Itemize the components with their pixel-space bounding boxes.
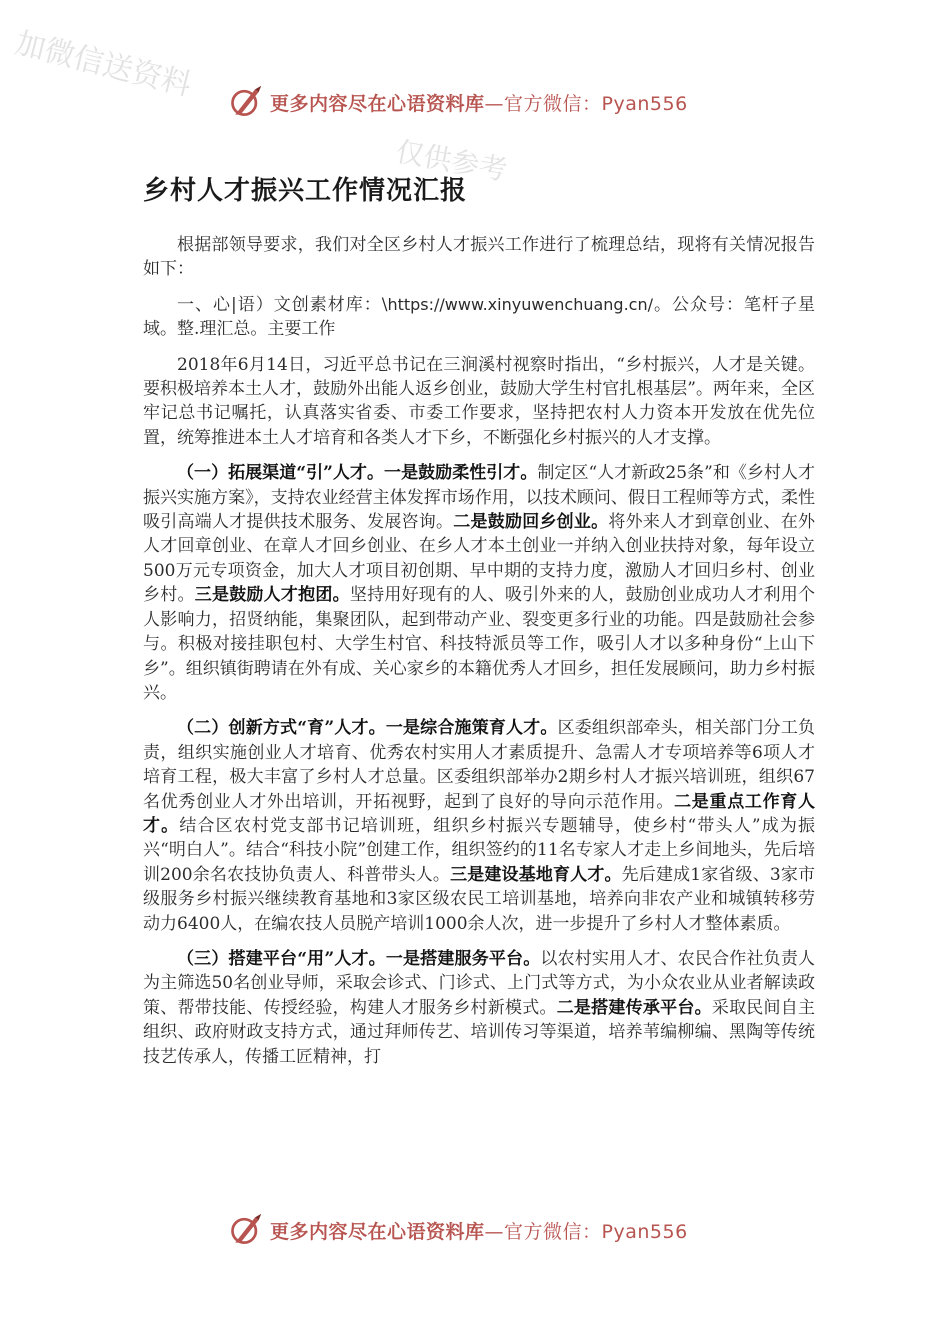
footer-banner <box>228 1210 748 1250</box>
watermark-text: 仅供参考 <box>393 134 510 187</box>
bold-lead-text: 二是鼓励回乡创业。 <box>453 512 609 533</box>
bold-lead-text: （二）创新方式“育”人才。一是综合施策育人才。 <box>177 718 558 739</box>
paragraph-attract-talent <box>143 461 815 705</box>
body-text: 先后建成1家省级、3家市级服务乡村振兴继续教育基地和3家区级农民工培训基地，培养向非农产业和城镇转移劳动力6400人，在编农技人员脱产培训1000余人次，进一步提升了乡村人才整体素质。 <box>143 864 815 934</box>
bold-lead-text: 三是鼓励人才抱团。 <box>194 585 350 606</box>
resource-link[interactable]: https://www.xinyuwenchuang.cn/ <box>387 294 653 314</box>
paragraph-background: 2018年6月14日，习近平总书记在三涧溪村视察时指出，“乡村振兴，人才是关键。要积极培养本土人才，鼓励外出能人返乡创业，鼓励大学生村官扎根基层”。两年来，全区牢记总书记嘱托，认真落实省委、市委工作要求，坚持把农村人力资本开发放在优先位置，统筹推进本土人才培育和各类人才下乡，不断强化乡村振兴的人才支撑。 <box>143 354 815 448</box>
banner-text: 更多内容尽在心语资料库—官方微信：Pyan556 <box>270 92 688 115</box>
intro-paragraph: 根据部领导要求，我们对全区乡村人才振兴工作进行了梳理总结，现将有关情况报告如下： <box>143 235 815 280</box>
quill-logo-icon <box>228 1212 264 1248</box>
bold-lead-text: 二是重点工作育人才。 <box>143 791 816 836</box>
document-title: 乡村人才振兴工作情况汇报 <box>143 176 468 206</box>
body-text: 以农村实用人才、农民合作社负责人为主筛选50名创业导师，采取会诊式、门诊式、上门式等方式，为小众农业从业者解读政策、帮带技能、传授经验，构建人才服务乡村新模式。 <box>143 948 815 1018</box>
header-banner <box>228 82 748 122</box>
bold-lead-text: （三）搭建平台“用”人才。一是搭建服务平台。 <box>177 948 541 969</box>
bold-lead-text: 三是建设基地育人才。 <box>450 864 622 885</box>
body-text: 制定区“人才新政25条”和《乡村人才振兴实施方案》，支持农业经营主体发挥市场作用，以技术顾问、假日工程师等方式，柔性吸引高端人才提供技术服务、发展咨询。 <box>143 463 816 533</box>
body-text: 采取民间自主组织、政府财政支持方式，通过拜师传艺、培训传习等渠道，培养苇编柳编、黑陶等传统技艺传承人，传播工匠精神，打 <box>143 997 816 1067</box>
bold-lead-text: （一）拓展渠道“引”人才。一是鼓励柔性引才。 <box>177 463 538 484</box>
banner-text: 更多内容尽在心语资料库—官方微信：Pyan556 <box>270 1220 688 1243</box>
watermark-text: 加微信送资料 <box>11 25 195 104</box>
paragraph-use-talent <box>143 947 815 1069</box>
quill-logo-icon <box>228 84 264 120</box>
body-text: 结合区农村党支部书记培训班，组织乡村振兴专题辅导，使乡村“带头人”成为振兴“明白人”。结合“科技小院”创建工作，组织签约的11名专家人才走上乡间地头，先后培训200余名农技协负责人、科普带头人。 <box>143 815 815 885</box>
body-text: 将外来人才到章创业、在外人才回章创业、在章人才回乡创业、在乡人才本土创业一并纳入创业扶持对象，每年设立500万元专项资金，加大人才项目初创期、早中期的支持力度，激励人才回归乡村、创业乡村。 <box>143 512 816 606</box>
bold-lead-text: 二是搭建传承平台。 <box>556 997 712 1018</box>
paragraph-cultivate-talent <box>143 716 815 936</box>
body-text: 坚持用好现有的人、吸引外来的人，鼓励创业成功人才利用个人影响力，招贤纳能，集聚团队，起到带动产业、裂变更多行业的功能。四是鼓励社会参与。积极对接挂职包村、大学生村官、科技特派员等工作，吸引人才以多种身份“上山下乡”。组织镇街聘请在外有成、关心家乡的本籍优秀人才回乡，担任发展顾问，助力乡村振兴。 <box>143 585 816 703</box>
document-body <box>143 170 815 1080</box>
body-text: 区委组织部牵头，相关部门分工负责，组织实施创业人才培育、优秀农村实用人才素质提升、急需人才专项培养等6项人才培育工程，极大丰富了乡村人才总量。区委组织部举办2期乡村人才振兴培训班，组织67名优秀创业人才外出培训，开拓视野，起到了良好的导向示范作用。 <box>143 718 815 812</box>
section-heading: 一、心|语）文创素材库：\https://www.xinyuwenchuang.cn/。公众号：笔杆子星域。整.理汇总。主要工作 <box>143 294 815 340</box>
